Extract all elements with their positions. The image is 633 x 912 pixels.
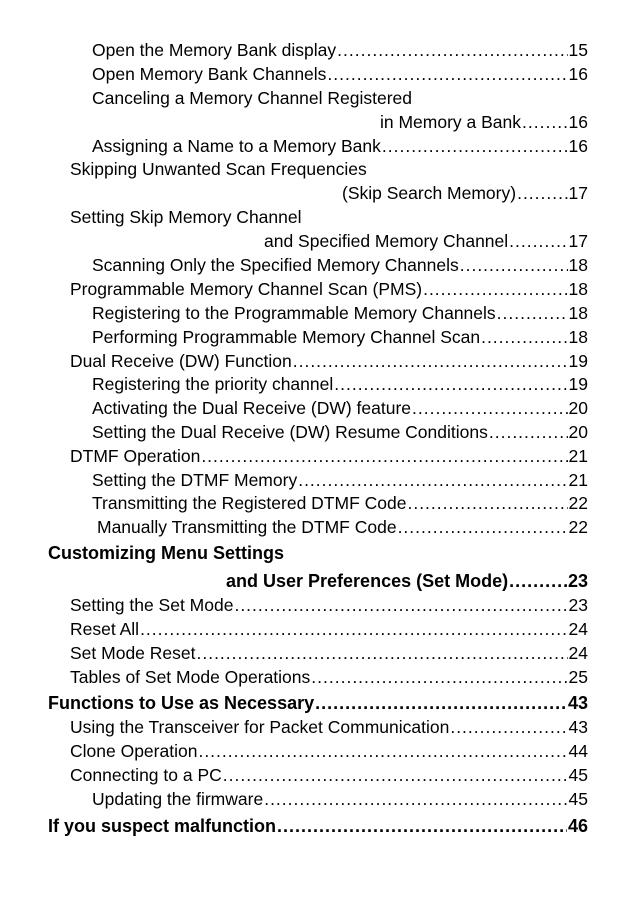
toc-leader-dots <box>423 279 567 299</box>
toc-entry-page: 18 <box>568 255 588 275</box>
toc-entry-title: Dual Receive (DW) Function <box>70 351 292 371</box>
toc-entry[interactable] <box>70 619 588 639</box>
toc-entry-title: Setting the Set Mode <box>70 595 234 615</box>
toc-entry-title: and User Preferences (Set Mode) <box>226 571 509 591</box>
toc-entry-page: 23 <box>567 571 588 591</box>
toc-leader-dots <box>311 667 567 687</box>
toc-entry-page: 19 <box>568 374 588 394</box>
toc-entry[interactable] <box>70 741 588 761</box>
toc-entry-page: 44 <box>568 741 588 761</box>
toc-leader-dots <box>517 183 567 203</box>
toc-entry-page: 43 <box>568 717 588 737</box>
toc-entry-continuation[interactable] <box>380 112 588 132</box>
toc-section-heading[interactable] <box>48 543 284 563</box>
toc-entry[interactable] <box>92 374 588 394</box>
toc-entry-title: in Memory a Bank <box>380 112 522 132</box>
toc-leader-dots <box>198 741 567 761</box>
toc-entry[interactable] <box>70 765 588 785</box>
toc-leader-dots <box>140 619 567 639</box>
toc-leader-dots <box>497 303 568 323</box>
toc-entry[interactable] <box>92 255 588 275</box>
toc-entry-page: 24 <box>568 619 588 639</box>
toc-entry-title: Open the Memory Bank display <box>92 40 337 60</box>
toc-entry-page: 46 <box>567 816 588 836</box>
toc-entry-page: 45 <box>568 765 588 785</box>
toc-section-heading[interactable] <box>48 816 588 836</box>
toc-entry-title: Registering the priority channel <box>92 374 334 394</box>
toc-entry-title: Performing Programmable Memory Channel Scan <box>92 327 481 347</box>
toc-leader-dots <box>337 40 567 60</box>
toc-entry-title: and Specified Memory Channel <box>264 231 509 251</box>
toc-entry-title: Setting Skip Memory Channel <box>70 207 302 227</box>
toc-entry-page: 16 <box>568 136 588 156</box>
toc-entry-page: 18 <box>568 279 588 299</box>
toc-entry[interactable] <box>92 303 588 323</box>
toc-entry-title: Setting the DTMF Memory <box>92 470 298 490</box>
toc-entry-title: Skipping Unwanted Scan Frequencies <box>70 159 367 179</box>
toc-entry-page: 18 <box>568 303 588 323</box>
toc-entry[interactable] <box>70 279 588 299</box>
toc-entry[interactable] <box>70 446 588 466</box>
toc-entry-page: 19 <box>568 351 588 371</box>
toc-leader-dots <box>382 136 568 156</box>
toc-leader-dots <box>450 717 567 737</box>
toc-entry-title: Manually Transmitting the DTMF Code <box>97 517 397 537</box>
toc-entry[interactable] <box>70 667 588 687</box>
toc-leader-dots <box>509 231 567 251</box>
toc-entry-page: 22 <box>568 517 588 537</box>
toc-entry-page: 20 <box>568 398 588 418</box>
toc-leader-dots <box>407 493 567 513</box>
toc-entry[interactable] <box>70 717 588 737</box>
toc-entry[interactable] <box>70 351 588 371</box>
toc-entry-title: If you suspect malfunction <box>48 816 277 836</box>
toc-entry-title: Set Mode Reset <box>70 643 196 663</box>
toc-leader-dots <box>509 571 567 591</box>
toc-leader-dots <box>481 327 567 347</box>
toc-entry-page: 23 <box>568 595 588 615</box>
toc-entry-page: 20 <box>568 422 588 442</box>
toc-leader-dots <box>201 446 567 466</box>
toc-leader-dots <box>489 422 568 442</box>
toc-leader-dots <box>334 374 567 394</box>
toc-entry-title: Setting the Dual Receive (DW) Resume Conditions <box>92 422 488 442</box>
toc-entry[interactable] <box>92 493 588 513</box>
toc-entry[interactable] <box>97 517 588 537</box>
toc-entry-page: 21 <box>568 470 588 490</box>
toc-entry-page: 18 <box>568 327 588 347</box>
toc-leader-dots <box>264 789 567 809</box>
toc-leader-dots <box>223 765 568 785</box>
toc-entry[interactable] <box>92 789 588 809</box>
toc-entry-title: Functions to Use as Necessary <box>48 693 315 713</box>
toc-entry-page: 45 <box>568 789 588 809</box>
toc-entry-page: 24 <box>568 643 588 663</box>
toc-leader-dots <box>412 398 568 418</box>
toc-section-heading-continuation[interactable] <box>226 571 588 591</box>
toc-leader-dots <box>277 816 567 836</box>
toc-entry-continuation[interactable] <box>342 183 588 203</box>
toc-leader-dots <box>293 351 568 371</box>
toc-entry[interactable] <box>92 64 588 84</box>
toc-entry[interactable] <box>92 470 588 490</box>
toc-entry[interactable] <box>92 422 588 442</box>
toc-entry-title: Open Memory Bank Channels <box>92 64 327 84</box>
toc-leader-dots <box>460 255 568 275</box>
toc-entry-title: Transmitting the Registered DTMF Code <box>92 493 407 513</box>
toc-entry[interactable] <box>92 327 588 347</box>
toc-entry-page: 17 <box>568 231 588 251</box>
toc-entry[interactable] <box>92 398 588 418</box>
toc-entry-page: 22 <box>568 493 588 513</box>
toc-entry-page: 21 <box>568 446 588 466</box>
toc-entry-title: DTMF Operation <box>70 446 201 466</box>
toc-entry-page: 16 <box>568 112 588 132</box>
toc-leader-dots <box>298 470 567 490</box>
toc-entry-title: Reset All <box>70 619 140 639</box>
toc-entry-title: Clone Operation <box>70 741 198 761</box>
toc-entry-title: Updating the firmware <box>92 789 264 809</box>
toc-entry[interactable] <box>70 207 302 227</box>
toc-entry[interactable] <box>70 643 588 663</box>
toc-leader-dots <box>522 112 568 132</box>
toc-section-heading[interactable] <box>48 693 588 713</box>
toc-leader-dots <box>315 693 567 713</box>
toc-entry-title: Programmable Memory Channel Scan (PMS) <box>70 279 423 299</box>
toc-leader-dots <box>196 643 567 663</box>
toc-entry-page: 15 <box>568 40 588 60</box>
toc-entry-title: Customizing Menu Settings <box>48 543 284 563</box>
toc-entry-title: Connecting to a PC <box>70 765 222 785</box>
toc-entry-page: 25 <box>568 667 588 687</box>
toc-entry-title: Tables of Set Mode Operations <box>70 667 311 687</box>
toc-entry[interactable] <box>92 40 588 60</box>
toc-entry-title: Registering to the Programmable Memory Channels <box>92 303 496 323</box>
toc-entry-title: (Skip Search Memory) <box>342 183 517 203</box>
toc-entry-page: 17 <box>568 183 588 203</box>
toc-entry-page: 16 <box>568 64 588 84</box>
toc-leader-dots <box>398 517 568 537</box>
toc-entry-page: 43 <box>567 693 588 713</box>
toc-entry-continuation[interactable] <box>264 231 588 251</box>
toc-entry-title: Assigning a Name to a Memory Bank <box>92 136 381 156</box>
toc-leader-dots <box>234 595 567 615</box>
toc-entry[interactable] <box>70 159 367 179</box>
toc-entry[interactable] <box>92 88 412 108</box>
toc-entry-title: Canceling a Memory Channel Registered <box>92 88 413 108</box>
toc-leader-dots <box>327 64 567 84</box>
toc-entry-title: Scanning Only the Specified Memory Channels <box>92 255 459 275</box>
toc-entry-title: Activating the Dual Receive (DW) feature <box>92 398 412 418</box>
toc-entry-title: Using the Transceiver for Packet Communication <box>70 717 450 737</box>
toc-entry[interactable] <box>70 595 588 615</box>
toc-entry[interactable] <box>92 136 588 156</box>
